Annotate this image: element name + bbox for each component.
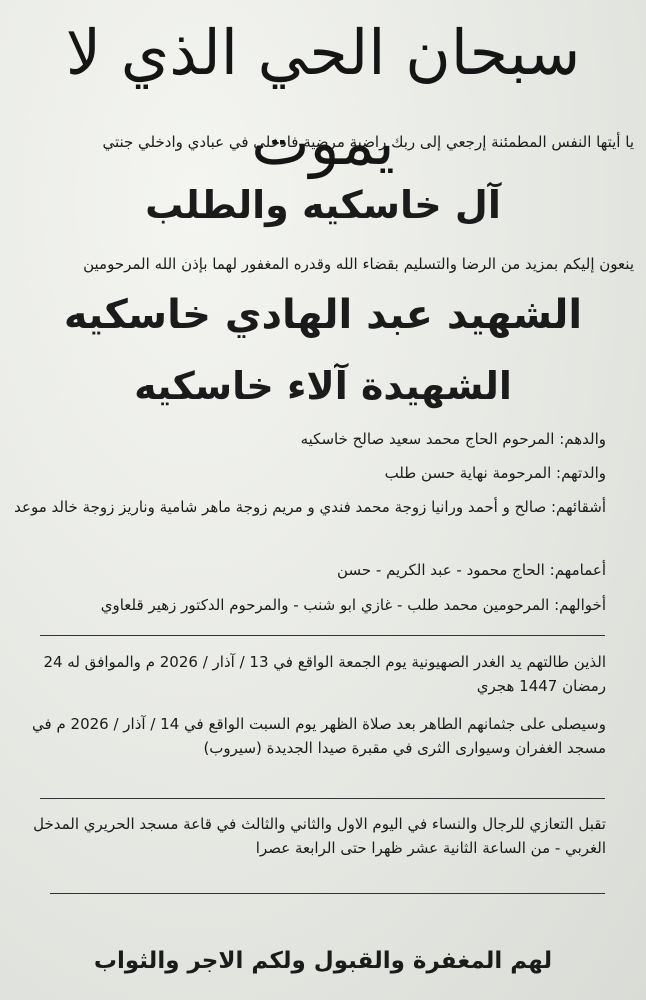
calligraphy-heading: سبحان الحي الذي لا يموت — [65, 16, 581, 179]
relative-mother — [26, 462, 606, 484]
relative-siblings — [6, 496, 606, 518]
deceased-name-1: الشهيد عبد الهادي خاسكيه — [63, 292, 583, 338]
siblings-label: أشقائهم: — [550, 498, 606, 516]
family-name: آل خاسكيه والطلب — [145, 183, 501, 227]
announcement-text: ينعون إليكم بمزيد من الرضا والتسليم بقضاء الله وقدره المغفور لهما بإذن الله المرحومين — [83, 255, 634, 273]
closing-line: لهم المغفرة والقبول ولكم الاجر والثواب — [93, 948, 553, 974]
divider — [40, 635, 605, 636]
condolences-notice: تقبل التعازي للرجال والنساء في اليوم الاول والثاني والثالث في قاعة مسجد الحريري المدخل الغربي - من الساعة الثانية عشر ظهرا حتى الرابعة عصرا — [33, 815, 606, 857]
maternal-uncles-label: أخوالهم: — [554, 596, 606, 614]
siblings-names: صالح و أحمد ورانيا زوجة محمد فندي و مريم زوجة ماهر شامية وناريز زوجة خالد موعد — [14, 498, 547, 516]
death-notice: الذين طالتهم يد الغدر الصهيونية يوم الجمعة الواقع في 13 / آذار / 2026 م والموافق له 24 رمضان 1447 هجري — [43, 653, 606, 695]
uncles-names: الحاج محمود - عبد الكريم - حسن — [337, 561, 545, 579]
quran-verse: يا أيتها النفس المطمئنة إرجعي إلى ربك راضية مرضية فادخلي في عبادي وادخلي جنتي — [102, 133, 634, 151]
divider — [40, 798, 605, 799]
maternal-uncles-names: المرحومين محمد طلب - غازي ابو شنب - والمرحوم الدكتور زهير قلعاوي — [100, 596, 550, 614]
relative-father — [26, 428, 606, 450]
father-label: والدهم: — [559, 430, 606, 448]
funeral-notice: وسيصلى على جثمانهم الطاهر بعد صلاة الظهر يوم السبت الواقع في 14 / آذار / 2026 م في مسجد الغفران وسيوارى الثرى في مقبرة صيدا الجديدة (سيروب) — [32, 715, 606, 757]
mother-label: والدتهم: — [556, 464, 606, 482]
relative-uncles — [26, 559, 606, 581]
divider — [50, 893, 605, 894]
uncles-label: أعمامهم: — [549, 561, 606, 579]
relative-maternal-uncles — [26, 594, 606, 616]
deceased-name-2: الشهيدة آلاء خاسكيه — [134, 364, 512, 408]
mother-name: المرحومة نهاية حسن طلب — [384, 464, 552, 482]
father-name: المرحوم الحاج محمد سعيد صالح خاسكيه — [300, 430, 555, 448]
